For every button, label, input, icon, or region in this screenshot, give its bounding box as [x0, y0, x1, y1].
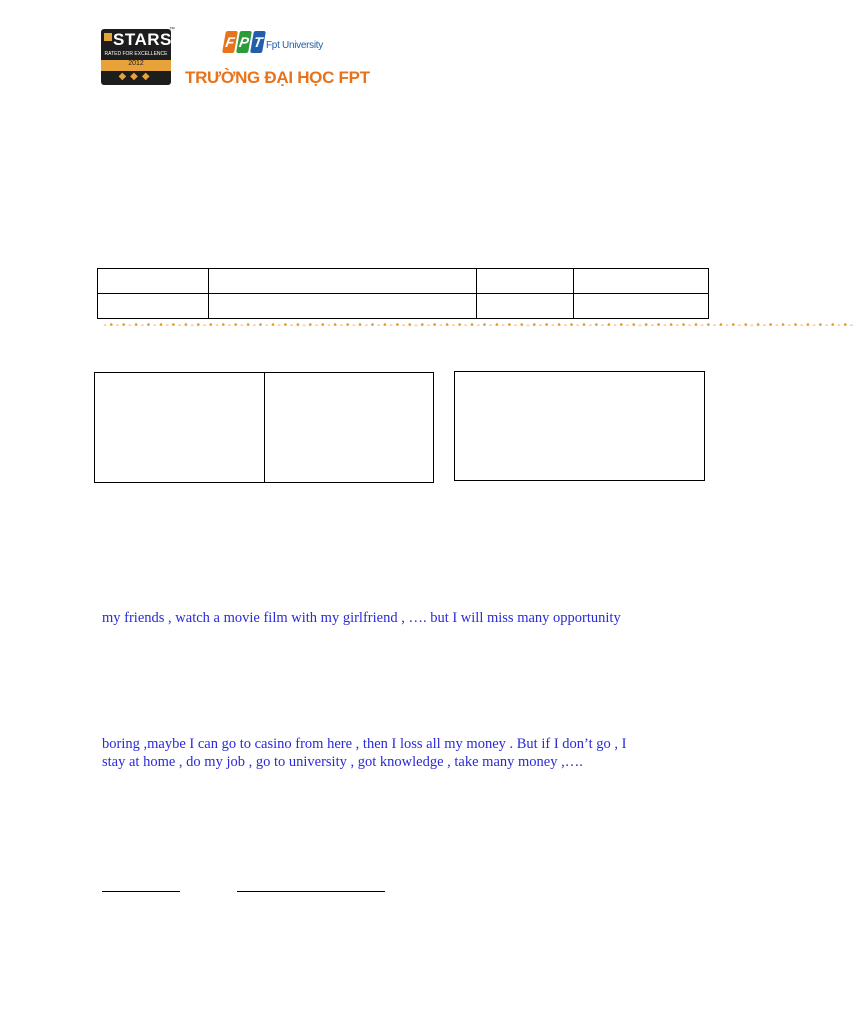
stars-logo-tagline: RATED FOR EXCELLENCE: [104, 51, 168, 57]
score-box-divider: [264, 373, 265, 482]
table-row: [98, 269, 709, 294]
table-cell: [477, 269, 574, 294]
table-cell: [477, 294, 574, 319]
score-box-left: [94, 372, 434, 483]
stars-logo-tm: ™: [169, 27, 175, 33]
table-cell: [574, 294, 709, 319]
table-cell: [98, 294, 209, 319]
comment-box-right: [454, 371, 705, 481]
school-name: TRƯỜNG ĐẠI HỌC FPT: [185, 68, 370, 87]
stars-rating-logo: [101, 27, 175, 85]
signature-line-right: [237, 891, 385, 892]
fpt-tile-t: T: [250, 31, 266, 53]
answer-line-2: boring ,maybe I can go to casino from here , then I loss all my money . But if I don’t go , I: [102, 736, 627, 752]
fpt-university-label: Fpt University: [266, 40, 323, 51]
stars-logo-dots: ◆◆◆: [118, 71, 154, 82]
signature-line-left: [102, 891, 180, 892]
fpt-logo-icon: [224, 31, 268, 55]
table-cell: [574, 269, 709, 294]
table-row: [98, 294, 709, 319]
stars-logo-square: [104, 33, 112, 41]
dashed-separator: -•-•-•-•-•-•-•-•-•-•-•-•-•-•-•-•-•-•-•-•-•-•-•-•-•-•-•-•-•-•-•-•-•-•-•-•-•-•-•-•-•-•-•-•-•-•-•-•-•-•-•-•-•-•-•-•-•-•-•-•-: [102, 320, 855, 331]
header-info-table: [97, 268, 709, 319]
fpt-tile-p: P: [236, 31, 252, 53]
table-cell: [209, 294, 477, 319]
stars-logo-year: 2012: [128, 60, 144, 67]
table-cell: [209, 269, 477, 294]
table-cell: [98, 269, 209, 294]
answer-line-1: my friends , watch a movie film with my girlfriend , …. but I will miss many opportunity: [102, 610, 621, 626]
fpt-tile-f: F: [222, 31, 238, 53]
answer-line-3: stay at home , do my job , go to university , got knowledge , take many money ,….: [102, 754, 583, 770]
stars-logo-word: STARS: [113, 30, 172, 49]
